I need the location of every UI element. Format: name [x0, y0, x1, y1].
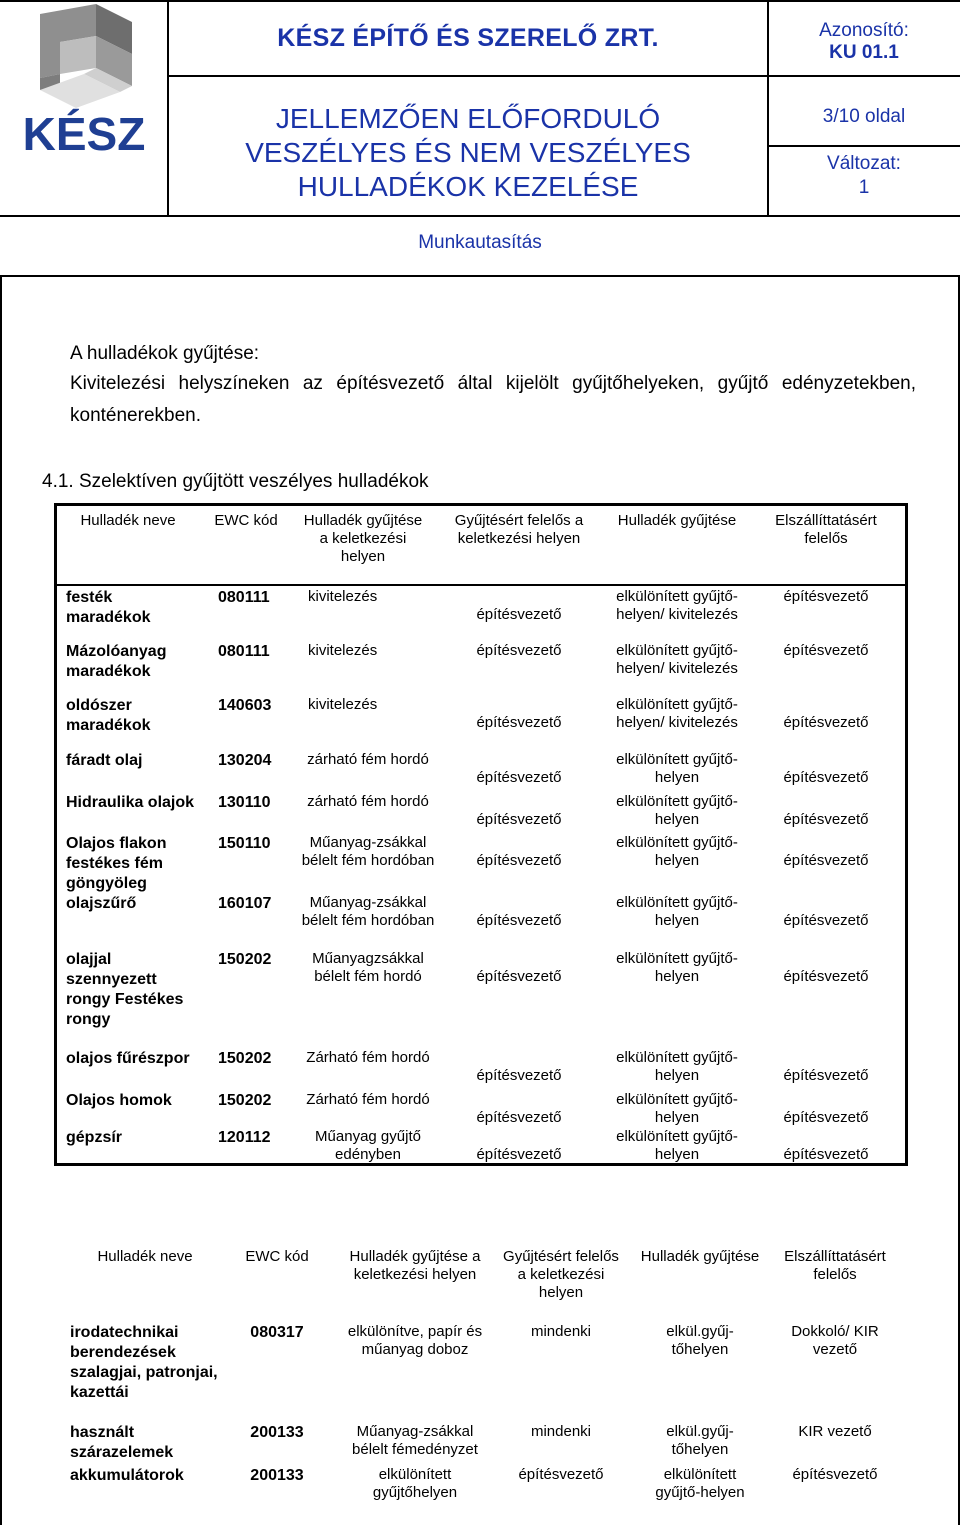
- column-header: Hulladék gyűjtése: [617, 512, 737, 529]
- title-line-2: VESZÉLYES ÉS NEM VESZÉLYES: [245, 137, 691, 168]
- responsible: mindenki: [530, 1323, 592, 1340]
- collection-method: elkülönített gyűjtő- helyen: [616, 1128, 738, 1163]
- ewc-code: 150202: [218, 1092, 272, 1109]
- company-logo: [0, 0, 168, 215]
- collection-place: Műanyag-zsákkal bélelt fém hordóban: [301, 834, 435, 869]
- column-header: Hulladék neve: [97, 1248, 193, 1265]
- version-value: 1: [858, 177, 870, 198]
- transport-responsible: építésvezető: [783, 769, 869, 786]
- collection-place: zárható fém hordó: [307, 751, 429, 768]
- collection-method: elkül.gyűj- tőhelyen: [666, 1423, 734, 1458]
- ewc-code: 140603: [218, 697, 272, 714]
- transport-responsible: KIR vezető: [798, 1423, 872, 1440]
- responsible: építésvezető: [476, 1067, 562, 1084]
- ewc-code: 130204: [218, 752, 272, 769]
- collection-method: elkülönített gyűjtő- helyen: [616, 950, 738, 985]
- waste-name: olajos fűrészpor: [66, 1050, 190, 1067]
- column-header: Hulladék gyűjtése: [640, 1248, 760, 1265]
- responsible: mindenki: [530, 1423, 592, 1440]
- collection-method: elkülönített gyűjtő- helyen/ kivitelezés: [616, 642, 738, 677]
- collection-method: elkülönített gyűjtő- helyen: [616, 834, 738, 869]
- collection-method: elkülönített gyűjtő- helyen: [616, 1049, 738, 1084]
- page-number: 3/10 oldal: [822, 106, 906, 127]
- transport-responsible: építésvezető: [783, 1067, 869, 1084]
- ewc-code: 120112: [218, 1129, 271, 1146]
- intro-heading: A hulladékok gyűjtése:: [70, 343, 260, 364]
- collection-method: elkül.gyűj- tőhelyen: [666, 1323, 734, 1358]
- responsible: építésvezető: [476, 769, 562, 786]
- intro-text-line-1: Kivitelezési helyszíneken az építésvezető által kijelölt gyűjtőhelyeken, gyűjtő edényzetekben,: [70, 373, 916, 394]
- title-line-1: JELLEMZŐEN ELŐFORDULÓ: [275, 103, 661, 134]
- collection-method: elkülönített gyűjtő- helyen/ kivitelezés: [616, 696, 738, 731]
- responsible: építésvezető: [476, 642, 562, 659]
- transport-responsible: építésvezető: [783, 968, 869, 985]
- waste-name: akkumulátorok: [70, 1467, 184, 1484]
- responsible: építésvezető: [476, 714, 562, 731]
- waste-name: Olajos flakon festékes fém göngyöleg: [66, 835, 167, 892]
- collection-method: elkülönített gyűjtő- helyen: [616, 1091, 738, 1126]
- waste-name: olajjal szennyezett rongy Festékes rongy: [66, 951, 184, 1028]
- waste-name: gépzsír: [66, 1129, 123, 1146]
- column-header: Elszállíttatásért felelős: [784, 1248, 886, 1283]
- collection-method: elkülönített gyűjtő- helyen: [616, 751, 738, 786]
- collection-place: Zárható fém hordó: [306, 1049, 430, 1066]
- ewc-code: 160107: [218, 895, 272, 912]
- waste-name: fáradt olaj: [66, 752, 143, 769]
- collection-method: elkülönített gyűjtő- helyen/ kivitelezés: [616, 588, 738, 623]
- id-value: KU 01.1: [829, 42, 899, 63]
- collection-method: elkülönített gyűjtő- helyen: [616, 894, 738, 929]
- ewc-code: 200133: [250, 1467, 304, 1484]
- transport-responsible: építésvezető: [783, 852, 869, 869]
- collection-place: kivitelezés: [308, 696, 378, 713]
- responsible: építésvezető: [476, 1146, 562, 1163]
- company-name: KÉSZ ÉPÍTŐ ÉS SZERELŐ ZRT.: [277, 24, 659, 52]
- column-header: Gyűjtésért felelős a keletkezési helyen: [454, 512, 584, 547]
- transport-responsible: Dokkoló/ KIR vezető: [791, 1323, 879, 1358]
- waste-name: oldószer maradékok: [66, 697, 151, 734]
- transport-responsible: építésvezető: [783, 588, 869, 605]
- column-header: Elszállíttatásért felelős: [775, 512, 877, 547]
- waste-name: festék maradékok: [66, 589, 151, 626]
- waste-name: Mázolóanyag maradékok: [66, 643, 167, 680]
- ewc-code: 150110: [218, 835, 271, 852]
- section-title: 4.1. Szelektíven gyűjtött veszélyes hulladékok: [42, 471, 429, 492]
- column-header: Hulladék gyűjtése a keletkezési helyen: [303, 512, 423, 565]
- responsible: építésvezető: [476, 811, 562, 828]
- column-header: Hulladék gyűjtése a keletkezési helyen: [349, 1248, 481, 1283]
- table-header-divider: [56, 584, 906, 586]
- column-header: Hulladék neve: [80, 512, 176, 529]
- collection-method: elkülönített gyűjtő-helyen: [655, 1466, 745, 1501]
- ewc-code: 130110: [218, 794, 271, 811]
- responsible: építésvezető: [476, 968, 562, 985]
- collection-place: elkülönített gyűjtőhelyen: [372, 1466, 458, 1501]
- transport-responsible: építésvezető: [783, 642, 869, 659]
- title-line-3: HULLADÉKOK KEZELÉSE: [297, 171, 639, 202]
- ewc-code: 150202: [218, 951, 272, 968]
- responsible: építésvezető: [476, 912, 562, 929]
- column-header: EWC kód: [245, 1248, 309, 1265]
- responsible: építésvezető: [476, 1109, 562, 1126]
- transport-responsible: építésvezető: [792, 1466, 878, 1483]
- collection-method: elkülönített gyűjtő- helyen: [616, 793, 738, 828]
- collection-place: kivitelezés: [308, 588, 378, 605]
- version-label: Változat:: [827, 153, 901, 174]
- ewc-code: 150202: [218, 1050, 272, 1067]
- waste-name: olajszűrő: [66, 895, 137, 912]
- ewc-code: 080317: [250, 1324, 304, 1341]
- collection-place: Műanyag-zsákkal bélelt fémedényzet: [352, 1423, 478, 1458]
- collection-place: Műanyag gyűjtő edényben: [315, 1128, 421, 1163]
- collection-place: kivitelezés: [308, 642, 378, 659]
- id-label: Azonosító:: [819, 20, 909, 41]
- waste-name: használt szárazelemek: [70, 1424, 174, 1461]
- waste-name: irodatechnikai berendezések szalagjai, patronjai, kazettái: [70, 1324, 218, 1401]
- intro-text-line-2: konténerekben.: [70, 405, 201, 426]
- document-title: [168, 102, 768, 204]
- transport-responsible: építésvezető: [783, 1109, 869, 1126]
- responsible: építésvezető: [518, 1466, 604, 1483]
- waste-name: Hidraulika olajok: [66, 794, 195, 811]
- version: [768, 152, 960, 200]
- svg-text:KÉSZ: KÉSZ: [22, 108, 146, 160]
- ewc-code: 080111: [218, 643, 270, 660]
- waste-name: Olajos homok: [66, 1092, 172, 1109]
- collection-place: Műanyag-zsákkal bélelt fém hordóban: [301, 894, 435, 929]
- transport-responsible: építésvezető: [783, 714, 869, 731]
- responsible: építésvezető: [476, 852, 562, 869]
- column-header: EWC kód: [214, 512, 278, 529]
- responsible: építésvezető: [476, 606, 562, 623]
- ewc-code: 080111: [218, 589, 270, 606]
- collection-place: Műanyagzsákkal bélelt fém hordó: [312, 950, 424, 985]
- document-id: [768, 20, 960, 64]
- document-type: Munkautasítás: [418, 232, 542, 253]
- transport-responsible: építésvezető: [783, 912, 869, 929]
- collection-place: zárható fém hordó: [307, 793, 429, 810]
- ewc-code: 200133: [250, 1424, 304, 1441]
- collection-place: elkülönítve, papír és műanyag doboz: [347, 1323, 483, 1358]
- collection-place: Zárható fém hordó: [306, 1091, 430, 1108]
- transport-responsible: építésvezető: [783, 811, 869, 828]
- transport-responsible: építésvezető: [783, 1146, 869, 1163]
- column-header: Gyűjtésért felelős a keletkezési helyen: [503, 1248, 619, 1301]
